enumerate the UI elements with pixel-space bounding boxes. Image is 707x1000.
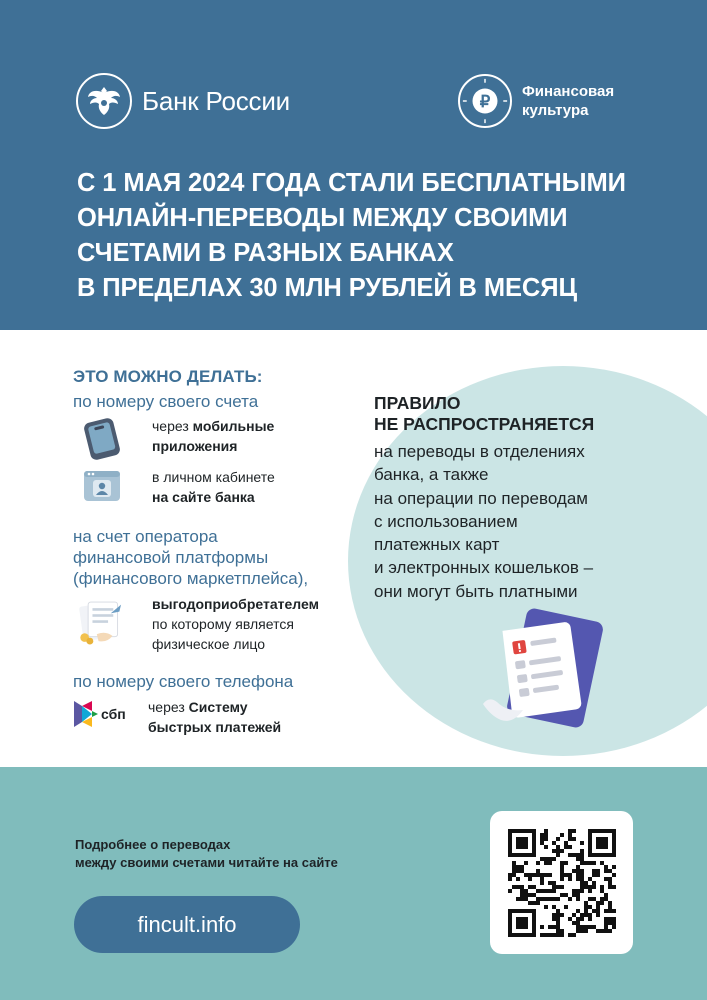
rule-body-line: с использованием <box>374 511 518 531</box>
svg-text:₽: ₽ <box>479 92 491 111</box>
header-banner <box>0 0 707 330</box>
rule-body-line: платежных карт <box>374 535 500 555</box>
beneficiary-line2: по которому является <box>152 616 294 632</box>
operator-line: финансовой платформы <box>73 548 269 567</box>
rule-title-line2: НЕ РАСПРОСТРАНЯЕТСЯ <box>374 414 595 434</box>
headline-line: ОНЛАЙН-ПЕРЕВОДЫ МЕЖДУ СВОИМИ <box>77 204 568 232</box>
section-title-can-do: ЭТО МОЖНО ДЕЛАТЬ: <box>73 367 263 386</box>
sbp-logo-icon <box>72 697 132 731</box>
rule-body <box>374 440 593 603</box>
sbp-bold1: Систему <box>188 699 248 715</box>
site-link-button[interactable]: fincult.info <box>74 896 300 953</box>
by-account-label: по номеру своего счета <box>73 392 259 411</box>
item-beneficiary <box>76 594 319 654</box>
mobile-prefix: через <box>152 418 193 434</box>
fincult-brand[interactable] <box>458 74 652 128</box>
item-web-cabinet <box>76 467 275 507</box>
more-line1: Подробнее о переводах <box>75 837 231 852</box>
sbp-logo-text: сбп <box>101 706 126 722</box>
fincult-label-line2: культура <box>522 102 589 119</box>
rule-body-line: банка, а также <box>374 465 489 485</box>
rule-title <box>374 393 594 435</box>
fincult-label-line1: Финансовая <box>522 83 615 100</box>
qr-code <box>508 829 616 937</box>
beneficiary-line3: физическое лицо <box>152 636 266 652</box>
more-info-text <box>75 836 338 872</box>
smartphone-icon <box>76 416 128 460</box>
headline-line: В ПРЕДЕЛАХ 30 МЛН РУБЛЕЙ В МЕСЯЦ <box>77 274 577 302</box>
sbp-bold2: быстрых платежей <box>148 719 282 735</box>
bank-brand[interactable] <box>76 73 290 129</box>
cabinet-line1: в личном кабинете <box>152 469 275 485</box>
bank-of-russia-eagle-icon <box>76 73 132 129</box>
document-warning-icon <box>478 606 603 741</box>
web-cabinet-icon <box>76 467 128 505</box>
mobile-bold2: приложения <box>152 438 238 454</box>
rule-body-line: и электронных кошельков – <box>374 558 594 578</box>
sbp-prefix: через <box>148 699 189 715</box>
beneficiary-bold: выгодоприобретателем <box>152 596 319 612</box>
ruble-clock-icon <box>458 74 512 128</box>
by-phone-label: по номеру своего телефона <box>73 672 294 691</box>
operator-label <box>73 526 308 589</box>
rule-body-line: на переводы в отделениях <box>374 442 585 461</box>
operator-line: на счет оператора <box>73 527 218 546</box>
documents-handshake-icon <box>76 594 128 650</box>
rule-title-line1: ПРАВИЛО <box>374 393 461 413</box>
headline-line: С 1 МАЯ 2024 ГОДА СТАЛИ БЕСПЛАТНЫМИ <box>77 169 626 197</box>
page-headline <box>77 166 677 306</box>
rule-body-line: они могут быть платными <box>374 581 578 601</box>
headline-line: СЧЕТАМИ В РАЗНЫХ БАНКАХ <box>77 239 454 267</box>
mobile-bold1: мобильные <box>192 418 275 434</box>
item-sbp <box>72 697 281 737</box>
bank-name: Банк России <box>142 85 290 116</box>
cabinet-bold: на сайте банка <box>152 489 255 505</box>
qr-code-card[interactable] <box>490 811 633 954</box>
item-mobile-apps <box>76 416 274 460</box>
rule-body-line: на операции по переводам <box>374 488 588 508</box>
more-line2: между своими счетами читайте на сайте <box>75 855 338 870</box>
operator-line: (финансового маркетплейса), <box>73 569 309 588</box>
